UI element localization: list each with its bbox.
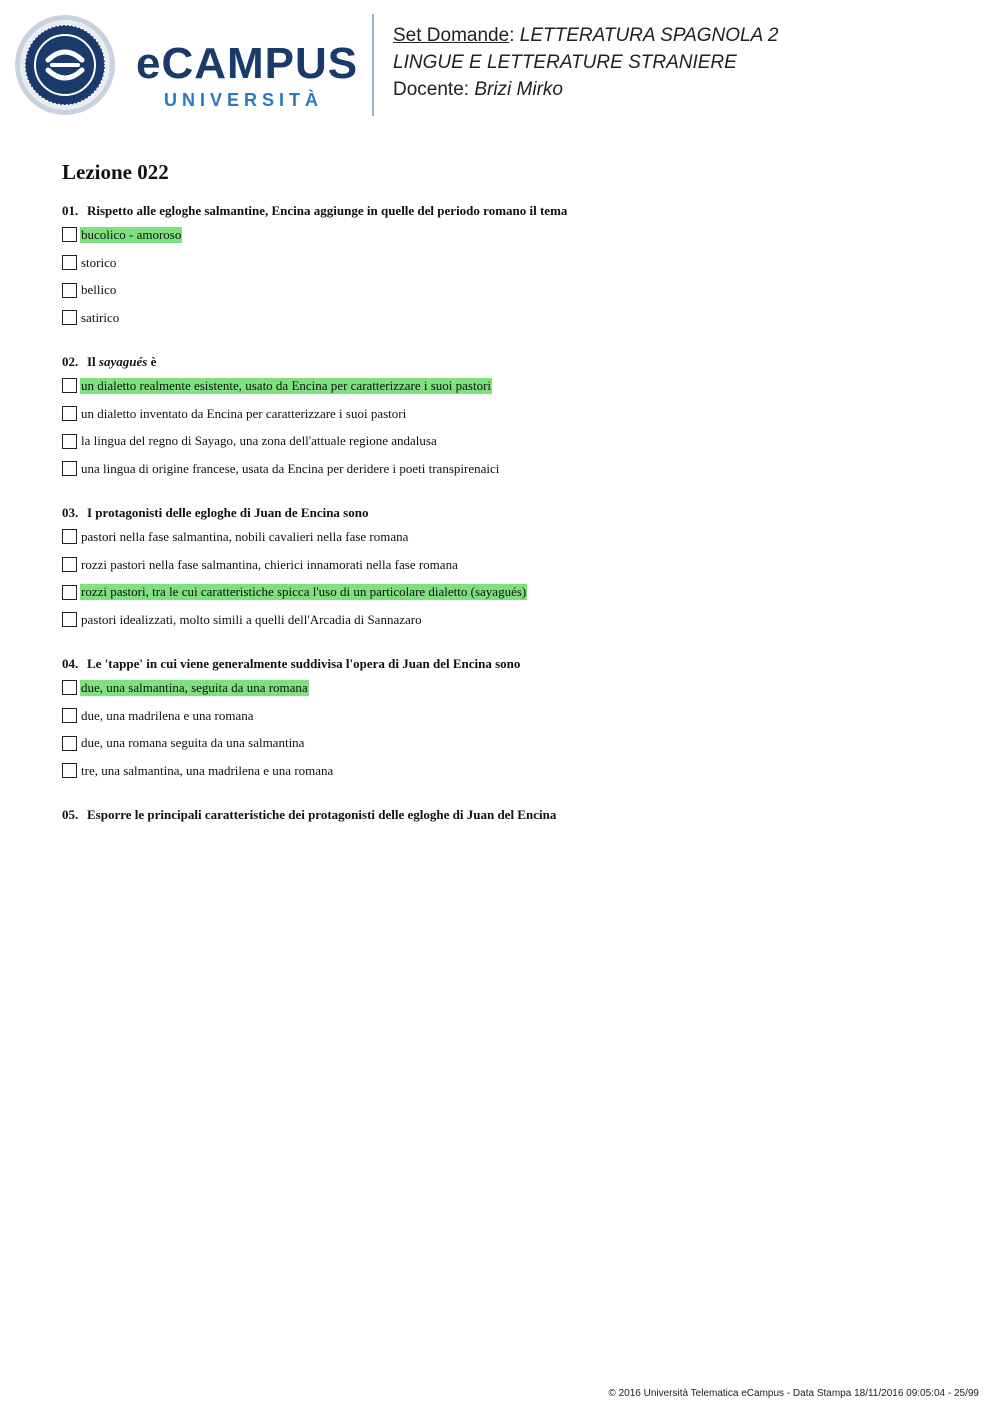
question-text: I protagonisti delle egloghe di Juan de Encina sono	[87, 505, 369, 520]
answer-option[interactable]	[62, 578, 962, 606]
answer-option[interactable]	[62, 372, 962, 400]
degree-name: LINGUE E LETTERATURE STRANIERE	[393, 52, 737, 73]
answer-text: rozzi pastori, tra le cui caratteristiche spicca l'uso di un particolare dialetto (sayagués)	[81, 584, 527, 600]
answer-option[interactable]	[62, 276, 962, 304]
answer-option[interactable]	[62, 304, 962, 332]
answer-text: bucolico - amoroso	[81, 226, 182, 242]
teacher-label: Docente:	[393, 79, 470, 100]
checkbox[interactable]	[62, 434, 77, 449]
course-name: LETTERATURA SPAGNOLA 2	[519, 25, 779, 46]
checkbox[interactable]	[62, 461, 77, 476]
header-divider	[372, 14, 374, 116]
answer-text: bellico	[81, 282, 117, 298]
question-number: 04.	[62, 656, 79, 671]
answer-option[interactable]	[62, 427, 962, 455]
question-block	[62, 805, 962, 825]
checkbox[interactable]	[62, 736, 77, 751]
answer-option[interactable]	[62, 757, 962, 785]
checkbox[interactable]	[62, 557, 77, 572]
answer-option[interactable]	[62, 221, 962, 249]
question-text: Le 'tappe' in cui viene generalmente suddivisa l'opera di Juan del Encina sono	[87, 656, 521, 671]
question-title	[62, 805, 962, 825]
answer-text: due, una romana seguita da una salmantina	[81, 735, 305, 751]
answer-option[interactable]	[62, 523, 962, 551]
logo-subtitle: UNIVERSITÀ	[164, 90, 324, 110]
teacher-name: Brizi Mirko	[474, 79, 563, 100]
answer-text: pastori nella fase salmantina, nobili cavalieri nella fase romana	[81, 528, 409, 544]
set-label: Set Domande	[393, 25, 510, 46]
lesson-title: Lezione 022	[62, 160, 169, 184]
answer-option[interactable]	[62, 249, 962, 277]
question-text-emphasis: sayagués	[98, 354, 148, 369]
answer-text: un dialetto inventato da Encina per caratterizzare i suoi pastori	[81, 405, 407, 421]
answer-option[interactable]	[62, 400, 962, 428]
logo-wordmark: eCAMPUS	[136, 39, 359, 88]
checkbox[interactable]	[62, 529, 77, 544]
answer-text: tre, una salmantina, una madrilena e una romana	[81, 762, 334, 778]
question-text: Rispetto alle egloghe salmantine, Encina aggiunge in quelle del periodo romano il tema	[87, 203, 568, 218]
answer-text: un dialetto realmente esistente, usato da Encina per caratterizzare i suoi pastori	[81, 377, 492, 393]
page-footer: © 2016 Università Telematica eCampus - Data Stampa 18/11/2016 09:05:04 - 25/99	[608, 1388, 979, 1399]
degree-line	[393, 49, 778, 76]
checkbox[interactable]	[62, 227, 77, 242]
answer-text: rozzi pastori nella fase salmantina, chierici innamorati nella fase romana	[81, 556, 458, 572]
answer-text: due, una madrilena e una romana	[81, 707, 254, 723]
checkbox[interactable]	[62, 310, 77, 325]
answer-text: due, una salmantina, seguita da una romana	[81, 679, 308, 695]
question-number: 02.	[62, 354, 79, 369]
checkbox[interactable]	[62, 378, 77, 393]
question-number: 05.	[62, 807, 79, 822]
question-title	[62, 201, 962, 221]
checkbox[interactable]	[62, 680, 77, 695]
answer-text: la lingua del regno di Sayago, una zona dell'attuale regione andalusa	[81, 433, 437, 449]
answer-option[interactable]	[62, 606, 962, 634]
question-title	[62, 654, 962, 674]
checkbox[interactable]	[62, 612, 77, 627]
answer-text: storico	[81, 254, 117, 270]
course-line: Set Domande: LETTERATURA SPAGNOLA 2	[393, 25, 779, 46]
answer-option[interactable]	[62, 702, 962, 730]
checkbox[interactable]	[62, 763, 77, 778]
ecampus-logo	[14, 14, 359, 116]
answer-text: pastori idealizzati, molto simili a quelli dell'Arcadia di Sannazaro	[81, 611, 422, 627]
question-text: Esporre le principali caratteristiche dei protagonisti delle egloghe di Juan del Encina	[87, 807, 557, 822]
checkbox[interactable]	[62, 255, 77, 270]
question-text-post: è	[147, 354, 157, 369]
question-block	[62, 201, 962, 332]
question-text-pre: Il	[87, 354, 99, 369]
answer-option[interactable]	[62, 674, 962, 702]
question-number: 01.	[62, 203, 79, 218]
question-title	[62, 352, 962, 372]
question-title	[62, 503, 962, 523]
teacher-line	[393, 76, 778, 103]
university-seal-icon	[14, 14, 116, 116]
answer-text: una lingua di origine francese, usata da Encina per deridere i poeti transpirenaici	[81, 460, 500, 476]
answer-text: satirico	[81, 309, 120, 325]
answer-option[interactable]	[62, 455, 962, 483]
question-number: 03.	[62, 505, 79, 520]
checkbox[interactable]	[62, 708, 77, 723]
checkbox[interactable]	[62, 585, 77, 600]
question-block	[62, 352, 962, 483]
question-block	[62, 654, 962, 785]
checkbox[interactable]	[62, 406, 77, 421]
header-info	[393, 22, 778, 103]
answer-option[interactable]	[62, 729, 962, 757]
answer-option[interactable]	[62, 551, 962, 579]
question-block	[62, 503, 962, 634]
checkbox[interactable]	[62, 283, 77, 298]
